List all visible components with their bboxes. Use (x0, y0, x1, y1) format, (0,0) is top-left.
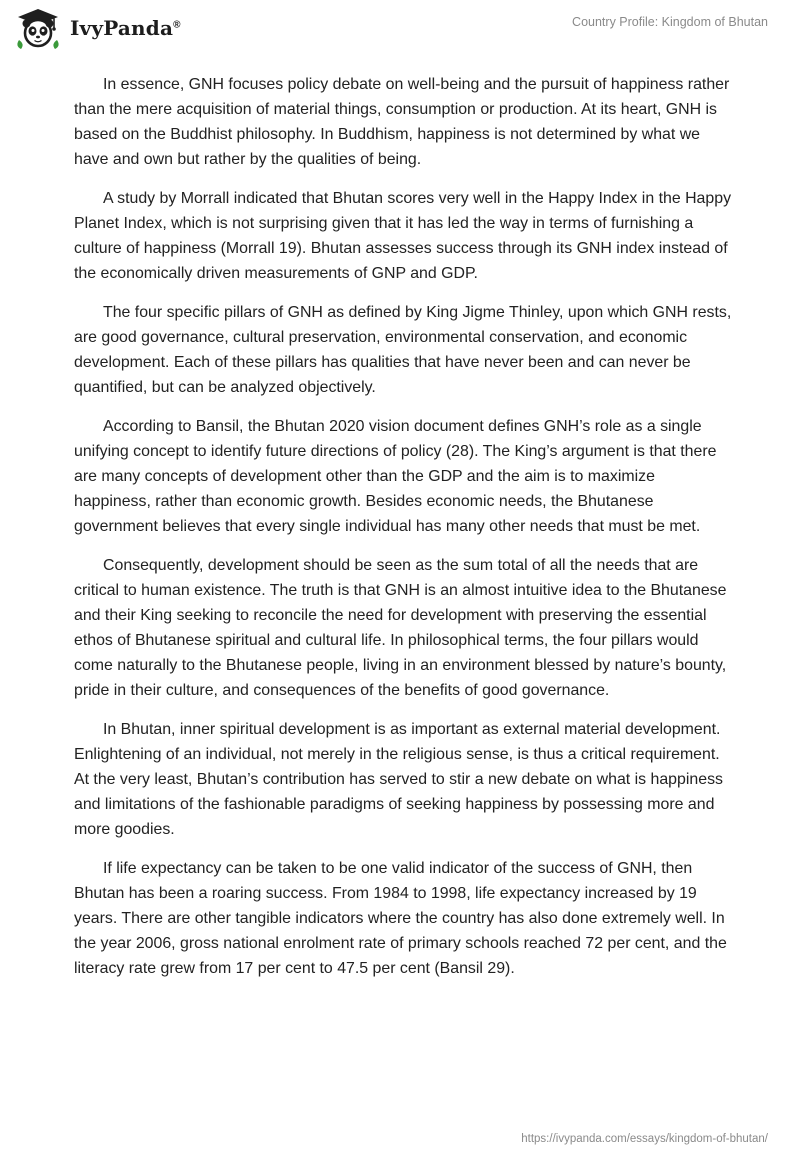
paragraph: The four specific pillars of GNH as defined by King Jigme Thinley, upon which GNH rests, are good governance, cultural preservation, environmental conservation, and economic development. Each of these pillars has qualities that have never been and can never be quantified, but can be analyzed objectively. (74, 304, 732, 396)
document-title: Country Profile: Kingdom of Bhutan (572, 15, 768, 29)
paragraph: In Bhutan, inner spiritual development is as important as external material development. Enlightening of an individual, not merely in the religious sense, is thus a critical requirement. At the very least, Bhutan’s contribution has served to stir a new debate on what is happiness and limitations of the fashionable paradigms of seeking happiness by possessing more and more goodies. (74, 721, 723, 838)
paragraph: According to Bansil, the Bhutan 2020 vision document defines GNH’s role as a single unifying concept to identify future directions of policy (28). The King’s argument is that there are many concepts of development other than the GDP and the aim is to maximize happiness, rather than economic growth. Besides economic needs, the Bhutanese government believes that every single individual has many other needs that must be met. (74, 418, 717, 535)
paragraph: Consequently, development should be seen as the sum total of all the needs that are critical to human existence. The truth is that GNH is an almost intuitive idea to the Bhutanese and their King seeking to reconcile the need for development with preserving the essential ethos of Bhutanese spiritual and cultural life. In philosophical terms, the four pillars would come naturally to the Bhutanese people, living in an environment blessed by nature’s bounty, pride in their culture, and consequences of the benefits of good governance. (74, 557, 727, 699)
panda-logo-icon (14, 6, 62, 50)
paragraph: In essence, GNH focuses policy debate on well-being and the pursuit of happiness rather than the mere acquisition of material things, consumption or production. At its heart, GNH is based on the Buddhist philosophy. In Buddhism, happiness is not determined by what we have and own but rather by the qualities of being. (74, 76, 730, 168)
registered-mark: ® (173, 19, 181, 31)
source-url-link[interactable]: https://ivypanda.com/essays/kingdom-of-bhutan/ (521, 1133, 768, 1145)
essay-body (74, 72, 734, 995)
page-header (0, 0, 800, 60)
ivypanda-logo[interactable] (14, 6, 181, 50)
paragraph: If life expectancy can be taken to be one valid indicator of the success of GNH, then Bhutan has been a roaring success. From 1984 to 1998, life expectancy increased by 19 years. There are other tangible indicators where the country has also done extremely well. In the year 2006, gross national enrolment rate of primary schools reached 72 per cent, and the literacy rate grew from 17 per cent to 47.5 per cent (Bansil 29). (74, 860, 727, 977)
paragraph: A study by Morrall indicated that Bhutan scores very well in the Happy Index in the Happy Planet Index, which is not surprising given that it has led the way in terms of furnishing a culture of happiness (Morrall 19). Bhutan assesses success through its GNH index instead of the economically driven measurements of GNP and GDP. (74, 190, 732, 282)
brand-name: IvyPanda® (70, 16, 181, 40)
